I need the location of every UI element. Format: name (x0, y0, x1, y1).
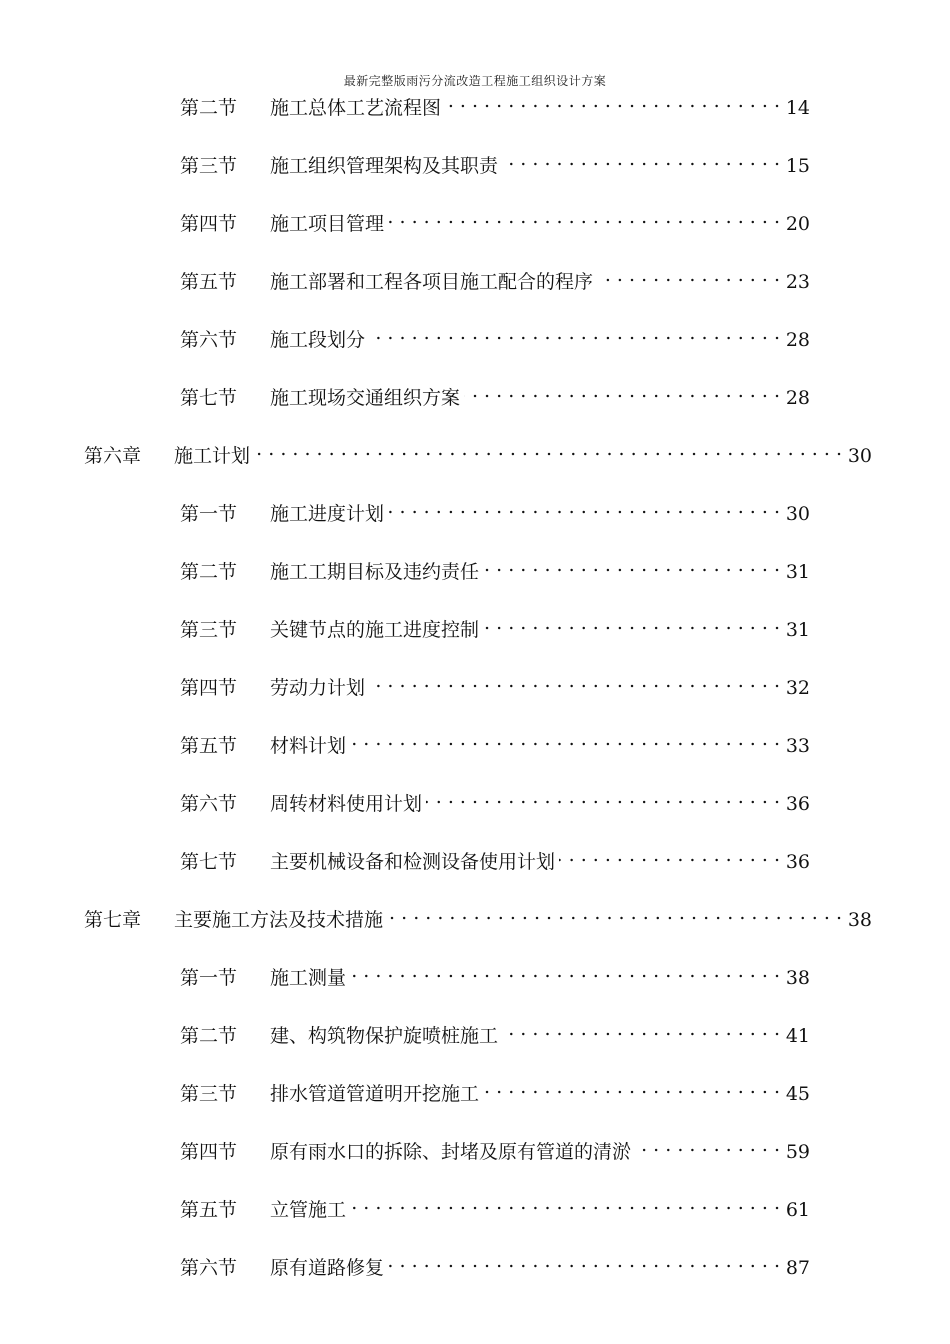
toc-chapter-entry[interactable] (84, 900, 872, 933)
toc-entry-title: 施工现场交通组织方案 (270, 387, 461, 409)
toc-entry-title: 施工项目管理 (270, 213, 385, 235)
toc-entry-title: 施工部署和工程各项目施工配合的程序 (270, 271, 594, 293)
toc-entry-number: 第三节 (180, 1083, 238, 1105)
toc-entry-page: 45 (785, 1083, 810, 1105)
toc-entry-number: 第一节 (180, 967, 238, 989)
toc-entry[interactable] (180, 668, 810, 701)
toc-entry[interactable] (180, 204, 810, 237)
toc-entry-number: 第二节 (180, 1025, 238, 1047)
toc-entry-page: 14 (785, 97, 810, 119)
toc-entry-page: 87 (785, 1257, 810, 1279)
toc-dot-leader (502, 1016, 780, 1042)
toc-entry-title: 排水管道管道明开挖施工 (270, 1083, 480, 1105)
toc-dot-leader (387, 900, 842, 926)
toc-entry-title: 施工进度计划 (270, 503, 385, 525)
toc-dot-leader (635, 1132, 780, 1158)
toc-entry-number: 第一节 (180, 503, 238, 525)
toc-entry-number: 第三节 (180, 619, 238, 641)
page-header: 最新完整版雨污分流改造工程施工组织设计方案 (343, 74, 607, 88)
toc-dot-leader (350, 1190, 780, 1216)
toc-entry-title: 原有道路修复 (270, 1257, 385, 1279)
toc-entry-number: 第五节 (180, 271, 238, 293)
toc-entry-page: 31 (785, 619, 810, 641)
toc-dot-leader (350, 958, 780, 984)
toc-dot-leader (559, 842, 780, 868)
toc-dot-leader (388, 204, 780, 230)
toc-entry-number: 第七节 (180, 387, 238, 409)
toc-entry[interactable] (180, 320, 810, 353)
toc-entry-number: 第二节 (180, 97, 238, 119)
toc-entry-page: 36 (785, 851, 810, 873)
toc-entry[interactable] (180, 726, 810, 759)
toc-entry-page: 15 (785, 155, 810, 177)
toc-entry[interactable] (180, 1248, 810, 1281)
toc-entry-title: 关键节点的施工进度控制 (270, 619, 480, 641)
toc-chapter-entry[interactable] (84, 436, 872, 469)
toc-entry-page: 61 (785, 1199, 810, 1221)
toc-entry[interactable] (180, 958, 810, 991)
toc-dot-leader (464, 378, 780, 404)
toc-chapter-number: 第七章 (84, 909, 142, 931)
toc-entry-page: 31 (785, 561, 810, 583)
toc-entry-number: 第五节 (180, 1199, 238, 1221)
toc-dot-leader (254, 436, 842, 462)
toc-entry-title: 施工工期目标及违约责任 (270, 561, 480, 583)
toc-entry-number: 第四节 (180, 213, 238, 235)
toc-entry-number: 第二节 (180, 561, 238, 583)
toc-entry-number: 第六节 (180, 793, 238, 815)
toc-dot-leader (597, 262, 780, 288)
toc-entry-title: 施工总体工艺流程图 (270, 97, 442, 119)
toc-dot-leader (369, 668, 780, 694)
toc-dot-leader (483, 610, 780, 636)
toc-entry-page: 33 (785, 735, 810, 757)
toc-entry-page: 28 (785, 387, 810, 409)
toc-entry[interactable] (180, 784, 810, 817)
toc-dot-leader (426, 784, 780, 810)
toc-entry-title: 施工测量 (270, 967, 347, 989)
toc-entry-title: 周转材料使用计划 (270, 793, 423, 815)
toc-entry[interactable] (180, 494, 810, 527)
toc-entry-title: 材料计划 (270, 735, 347, 757)
toc-entry-page: 36 (785, 793, 810, 815)
toc-dot-leader (483, 1074, 780, 1100)
toc-entry-page: 59 (785, 1141, 810, 1163)
toc-dot-leader (388, 494, 780, 520)
toc-entry-page: 38 (785, 967, 810, 989)
toc-entry[interactable] (180, 1190, 810, 1223)
toc-entry[interactable] (180, 1016, 810, 1049)
toc-entry-number: 第六节 (180, 329, 238, 351)
toc-dot-leader (502, 146, 780, 172)
toc-chapter-page: 38 (847, 909, 872, 931)
toc-entry[interactable] (180, 378, 810, 411)
toc-entry-title: 主要机械设备和检测设备使用计划 (270, 851, 556, 873)
toc-entry[interactable] (180, 842, 810, 875)
toc-chapter-number: 第六章 (84, 445, 142, 467)
toc-chapter-title: 主要施工方法及技术措施 (174, 909, 384, 931)
toc-entry-title: 建、构筑物保护旋喷桩施工 (270, 1025, 499, 1047)
toc-dot-leader (350, 726, 780, 752)
toc-entry-number: 第三节 (180, 155, 238, 177)
toc-entry-page: 41 (785, 1025, 810, 1047)
toc-entry[interactable] (180, 610, 810, 643)
toc-entry-number: 第四节 (180, 1141, 238, 1163)
toc-entry-page: 20 (785, 213, 810, 235)
toc-entry-title: 原有雨水口的拆除、封堵及原有管道的清淤 (270, 1141, 632, 1163)
toc-entry-title: 立管施工 (270, 1199, 347, 1221)
toc-entry-page: 23 (785, 271, 810, 293)
toc-entry[interactable] (180, 1074, 810, 1107)
toc-entry-page: 32 (785, 677, 810, 699)
toc-dot-leader (445, 88, 780, 114)
toc-entry-number: 第四节 (180, 677, 238, 699)
toc-entry-page: 28 (785, 329, 810, 351)
toc-dot-leader (388, 1248, 780, 1274)
toc-entry[interactable] (180, 1132, 810, 1165)
toc-entry-title: 施工段划分 (270, 329, 366, 351)
toc-chapter-title: 施工计划 (174, 445, 251, 467)
toc-entry[interactable] (180, 146, 810, 179)
toc-entry[interactable] (180, 552, 810, 585)
toc-entry-title: 劳动力计划 (270, 677, 366, 699)
toc-dot-leader (369, 320, 780, 346)
toc-entry-page: 30 (785, 503, 810, 525)
toc-entry[interactable] (180, 88, 810, 121)
toc-entry-number: 第六节 (180, 1257, 238, 1279)
toc-chapter-page: 30 (847, 445, 872, 467)
toc-entry[interactable] (180, 262, 810, 295)
toc-entry-number: 第七节 (180, 851, 238, 873)
toc-entry-title: 施工组织管理架构及其职责 (270, 155, 499, 177)
toc-dot-leader (483, 552, 780, 578)
toc-entry-number: 第五节 (180, 735, 238, 757)
